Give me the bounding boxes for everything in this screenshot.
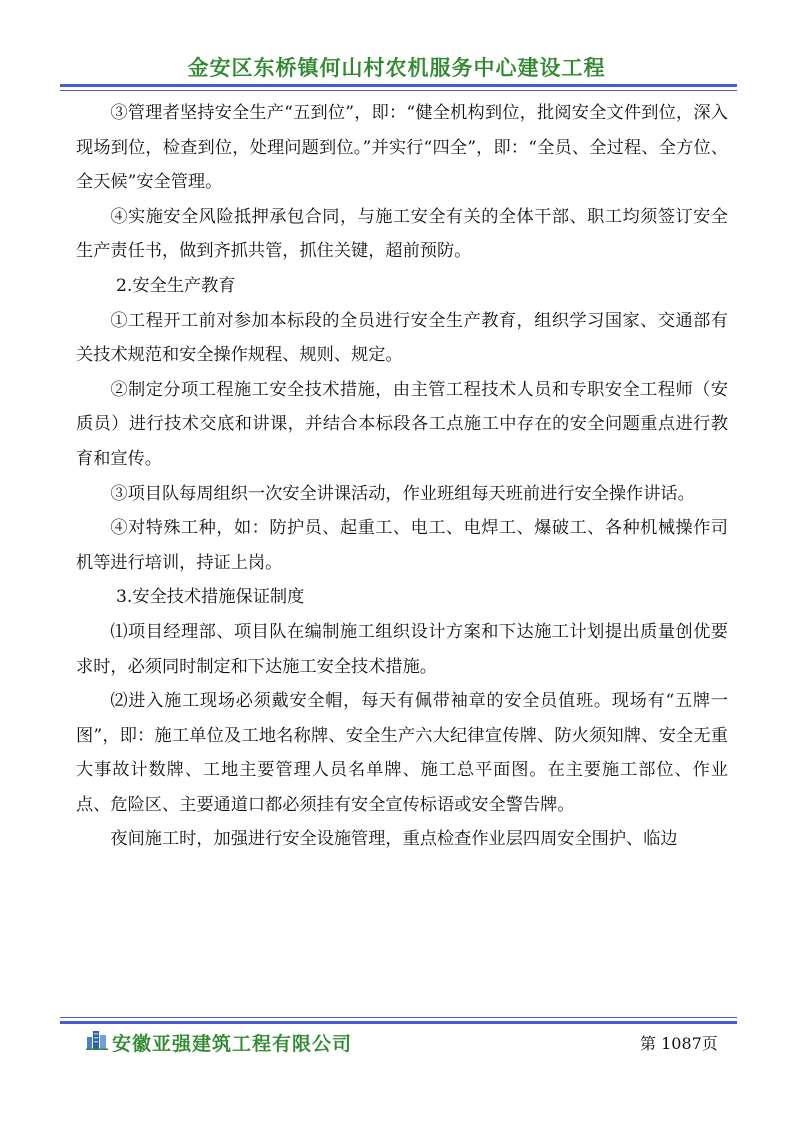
header-rule-thin (60, 90, 737, 91)
paragraph: 夜间施工时，加强进行安全设施管理，重点检查作业层四周安全围护、临边 (110, 829, 678, 850)
document-title: 金安区东桥镇何山村农机服务中心建设工程 (187, 56, 606, 80)
footer-rule-thick (60, 1021, 737, 1024)
document-body (76, 96, 728, 857)
section-heading: 3.安全技术措施保证制度 (116, 587, 305, 608)
paragraph: ②制定分项工程施工安全技术措施，由主管工程技术人员和专职安全工程师（安质员）进行技术交底和讲课，并结合本标段各工点施工中存在的安全问题重点进行教育和宣传。 (76, 379, 728, 469)
page-number: 第 1087页 (640, 1034, 718, 1053)
section-heading: 2.安全生产教育 (116, 275, 236, 296)
header-rule-thick (60, 84, 737, 87)
footer-rule-thin (60, 1017, 737, 1018)
building-logo-icon (86, 1028, 108, 1050)
paragraph: ③项目队每周组织一次安全讲课活动，作业班组每天班前进行安全操作讲话。 (110, 483, 695, 504)
paragraph: ⑴项目经理部、项目队在编制施工组织设计方案和下达施工计划提出质量创优要求时，必须同时制定和下达施工安全技术措施。 (76, 621, 728, 677)
paragraph: ⑵进入施工现场必须戴安全帽，每天有佩带袖章的安全员值班。现场有“五牌一图”，即：施工单位及工地名称牌、安全生产六大纪律宣传牌、防火须知牌、安全无重大事故计数牌、工地主要管理人员名单牌、施工总平面图。在主要施工部位、作业点、危险区、主要通道口都必须挂有安全宣传标语或安全警告牌。 (76, 691, 728, 815)
paragraph: ④对特殊工种，如：防护员、起重工、电工、电焊工、爆破工、各种机械操作司机等进行培训，持证上岗。 (76, 518, 728, 573)
paragraph: ③管理者坚持安全生产“五到位”，即：“健全机构到位，批阅安全文件到位，深入现场到位，检查到位，处理问题到位。”并实行“四全”，即：“全员、全过程、全方位、全天候”安全管理。 (76, 103, 728, 193)
company-name: 安徽亚强建筑工程有限公司 (112, 1033, 353, 1055)
paragraph: ①工程开工前对参加本标段的全员进行安全生产教育，组织学习国家、交通部有关技术规范和安全操作规程、规则、规定。 (76, 310, 728, 366)
paragraph: ④实施安全风险抵押承包合同，与施工安全有关的全体干部、职工均须签订安全生产责任书，做到齐抓共管，抓住关键，超前预防。 (76, 206, 728, 262)
